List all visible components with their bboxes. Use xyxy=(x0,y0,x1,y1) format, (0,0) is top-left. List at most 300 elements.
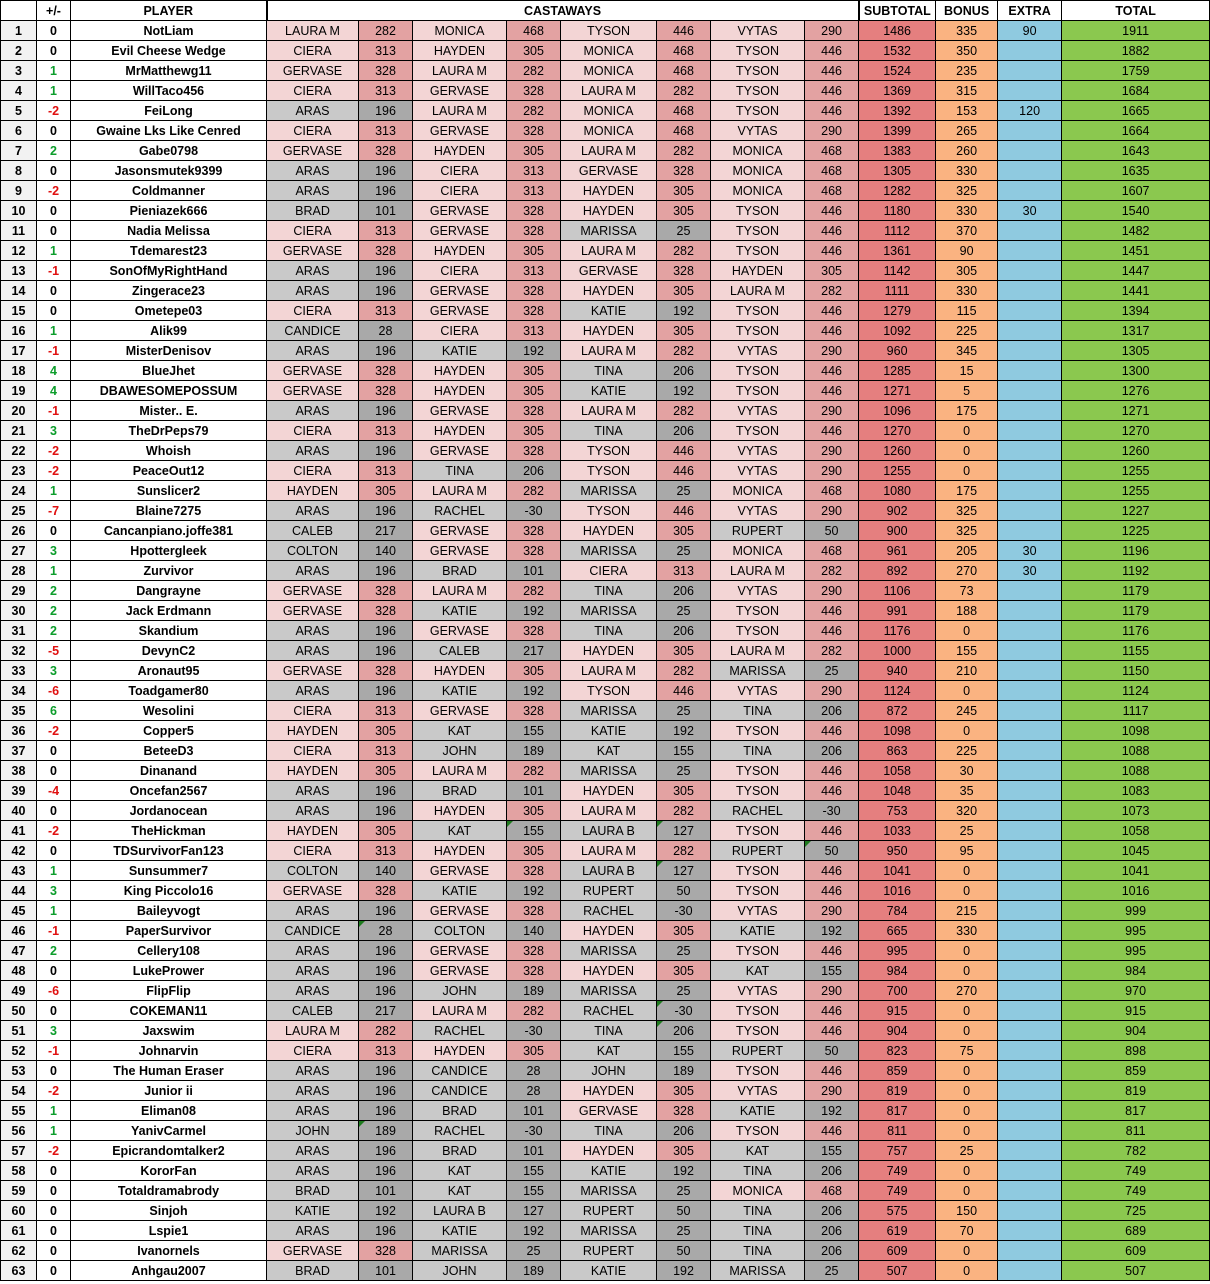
castaway-score: 101 xyxy=(507,561,561,581)
castaway-score: 189 xyxy=(657,1061,711,1081)
castaway-name: ARAS xyxy=(267,961,359,981)
castaway-score: 328 xyxy=(507,201,561,221)
extra-cell xyxy=(998,741,1062,761)
castaway-name: TYSON xyxy=(711,381,805,401)
castaway-score: 25 xyxy=(657,541,711,561)
change-cell: 0 xyxy=(37,1201,71,1221)
extra-cell xyxy=(998,981,1062,1001)
player-name: Lspie1 xyxy=(71,1221,267,1241)
change-cell: 0 xyxy=(37,21,71,41)
castaway-name: TYSON xyxy=(711,621,805,641)
castaway-score: 25 xyxy=(657,1221,711,1241)
castaway-score: 290 xyxy=(805,121,859,141)
castaway-score: 446 xyxy=(805,201,859,221)
castaway-name: GERVASE xyxy=(413,961,507,981)
castaway-name: KATIE xyxy=(561,301,657,321)
table-row xyxy=(1,1161,1210,1181)
subtotal-cell: 1041 xyxy=(859,861,936,881)
castaway-name: MONICA xyxy=(711,541,805,561)
bonus-cell: 225 xyxy=(936,741,998,761)
extra-cell xyxy=(998,1221,1062,1241)
rank-header xyxy=(1,1,37,21)
castaway-name: CIERA xyxy=(413,161,507,181)
extra-cell: 30 xyxy=(998,201,1062,221)
player-name: Hpottergleek xyxy=(71,541,267,561)
castaway-name: TINA xyxy=(711,1201,805,1221)
subtotal-cell: 960 xyxy=(859,341,936,361)
player-name: MrMatthewg11 xyxy=(71,61,267,81)
player-name: King Piccolo16 xyxy=(71,881,267,901)
total-cell: 1441 xyxy=(1062,281,1210,301)
castaway-score: 155 xyxy=(507,1161,561,1181)
castaway-score: -30 xyxy=(805,801,859,821)
subtotal-cell: 784 xyxy=(859,901,936,921)
castaway-name: CIERA xyxy=(267,81,359,101)
extra-cell xyxy=(998,481,1062,501)
castaway-score: 196 xyxy=(359,801,413,821)
change-cell: 0 xyxy=(37,1001,71,1021)
castaway-name: CIERA xyxy=(267,741,359,761)
castaway-name: CANDICE xyxy=(413,1061,507,1081)
castaway-score: 282 xyxy=(805,281,859,301)
castaway-name: ARAS xyxy=(267,621,359,641)
change-cell: -2 xyxy=(37,1081,71,1101)
table-row xyxy=(1,441,1210,461)
bonus-cell: 325 xyxy=(936,181,998,201)
player-name: Blaine7275 xyxy=(71,501,267,521)
extra-cell xyxy=(998,961,1062,981)
extra-cell xyxy=(998,581,1062,601)
change-cell: -1 xyxy=(37,401,71,421)
subtotal-cell: 1180 xyxy=(859,201,936,221)
castaway-name: ARAS xyxy=(267,801,359,821)
player-name: Zurvivor xyxy=(71,561,267,581)
total-cell: 1482 xyxy=(1062,221,1210,241)
bonus-cell: 0 xyxy=(936,621,998,641)
bonus-cell: 153 xyxy=(936,101,998,121)
total-cell: 995 xyxy=(1062,921,1210,941)
total-cell: 817 xyxy=(1062,1101,1210,1121)
castaway-name: CIERA xyxy=(267,41,359,61)
castaway-name: LAURA M xyxy=(711,281,805,301)
castaway-score: 282 xyxy=(507,581,561,601)
castaway-name: MARISSA xyxy=(561,761,657,781)
castaway-score: 192 xyxy=(805,921,859,941)
total-cell: 1664 xyxy=(1062,121,1210,141)
player-name: Toadgamer80 xyxy=(71,681,267,701)
extra-cell xyxy=(998,1181,1062,1201)
castaway-score: 468 xyxy=(657,61,711,81)
castaway-name: KATIE xyxy=(711,921,805,941)
castaway-score: 328 xyxy=(507,281,561,301)
castaway-name: ARAS xyxy=(267,561,359,581)
rank-cell: 20 xyxy=(1,401,37,421)
extra-cell xyxy=(998,661,1062,681)
change-cell: 1 xyxy=(37,61,71,81)
extra-cell xyxy=(998,1121,1062,1141)
rank-cell: 36 xyxy=(1,721,37,741)
bonus-cell: 175 xyxy=(936,481,998,501)
castaway-name: GERVASE xyxy=(413,121,507,141)
rank-cell: 39 xyxy=(1,781,37,801)
castaway-name: MARISSA xyxy=(711,1261,805,1281)
castaway-name: MARISSA xyxy=(711,661,805,681)
total-cell: 1643 xyxy=(1062,141,1210,161)
subtotal-cell: 1270 xyxy=(859,421,936,441)
castaway-name: KATIE xyxy=(711,1101,805,1121)
castaway-name: GERVASE xyxy=(267,381,359,401)
castaway-name: TYSON xyxy=(711,1061,805,1081)
castaway-score: 468 xyxy=(805,181,859,201)
castaway-score: 282 xyxy=(359,21,413,41)
table-row xyxy=(1,181,1210,201)
castaway-score: 305 xyxy=(507,801,561,821)
castaway-name: GERVASE xyxy=(267,141,359,161)
castaway-name: MARISSA xyxy=(561,1181,657,1201)
castaway-name: MONICA xyxy=(711,1181,805,1201)
castaway-name: GERVASE xyxy=(413,541,507,561)
rank-cell: 14 xyxy=(1,281,37,301)
castaway-score: 196 xyxy=(359,341,413,361)
castaway-name: GERVASE xyxy=(267,241,359,261)
castaway-name: KAT xyxy=(711,1141,805,1161)
castaway-name: CALEB xyxy=(267,521,359,541)
change-cell: 1 xyxy=(37,861,71,881)
total-cell: 1255 xyxy=(1062,481,1210,501)
castaway-name: RUPERT xyxy=(711,1041,805,1061)
player-name: Sunslicer2 xyxy=(71,481,267,501)
extra-header: EXTRA xyxy=(998,1,1062,21)
table-row xyxy=(1,541,1210,561)
castaway-name: GERVASE xyxy=(413,521,507,541)
bonus-cell: 0 xyxy=(936,721,998,741)
castaway-name: LAURA M xyxy=(267,1021,359,1041)
castaway-name: GERVASE xyxy=(413,861,507,881)
bonus-cell: 330 xyxy=(936,161,998,181)
bonus-cell: 325 xyxy=(936,521,998,541)
rank-cell: 25 xyxy=(1,501,37,521)
castaway-score: 468 xyxy=(657,41,711,61)
rank-cell: 60 xyxy=(1,1201,37,1221)
change-cell: -4 xyxy=(37,781,71,801)
rank-cell: 42 xyxy=(1,841,37,861)
castaway-score: 446 xyxy=(805,941,859,961)
castaway-score: 189 xyxy=(507,981,561,1001)
player-name: Jasonsmutek9399 xyxy=(71,161,267,181)
table-row xyxy=(1,561,1210,581)
subtotal-cell: 984 xyxy=(859,961,936,981)
castaway-score: 313 xyxy=(359,701,413,721)
castaway-name: TYSON xyxy=(561,441,657,461)
bonus-cell: 25 xyxy=(936,1141,998,1161)
castaway-name: HAYDEN xyxy=(413,361,507,381)
bonus-cell: 175 xyxy=(936,401,998,421)
castaway-score: 468 xyxy=(805,141,859,161)
castaway-name: TINA xyxy=(711,1161,805,1181)
castaway-score: 101 xyxy=(359,1261,413,1281)
rank-cell: 57 xyxy=(1,1141,37,1161)
bonus-cell: 260 xyxy=(936,141,998,161)
castaway-score: 328 xyxy=(507,521,561,541)
total-cell: 1088 xyxy=(1062,761,1210,781)
castaway-score: 25 xyxy=(657,481,711,501)
castaway-score: 313 xyxy=(657,561,711,581)
castaway-score: 305 xyxy=(507,841,561,861)
castaway-score: 196 xyxy=(359,101,413,121)
table-row xyxy=(1,461,1210,481)
extra-cell: 30 xyxy=(998,561,1062,581)
extra-cell xyxy=(998,921,1062,941)
castaway-score: 328 xyxy=(657,161,711,181)
castaway-name: HAYDEN xyxy=(267,481,359,501)
castaway-score: 290 xyxy=(805,901,859,921)
castaway-name: TINA xyxy=(711,701,805,721)
castaway-score: 127 xyxy=(657,861,711,881)
player-name: MisterDenisov xyxy=(71,341,267,361)
extra-cell xyxy=(998,801,1062,821)
rank-cell: 21 xyxy=(1,421,37,441)
subtotal-cell: 700 xyxy=(859,981,936,1001)
castaway-name: TYSON xyxy=(711,321,805,341)
castaway-name: MARISSA xyxy=(561,941,657,961)
castaway-name: HAYDEN xyxy=(413,421,507,441)
castaway-score: 282 xyxy=(359,1021,413,1041)
castaway-name: TYSON xyxy=(711,421,805,441)
castaway-score: 196 xyxy=(359,401,413,421)
bonus-cell: 0 xyxy=(936,961,998,981)
castaway-name: ARAS xyxy=(267,1101,359,1121)
player-name: Totaldramabrody xyxy=(71,1181,267,1201)
castaway-name: BRAD xyxy=(267,1261,359,1281)
subtotal-cell: 811 xyxy=(859,1121,936,1141)
extra-cell xyxy=(998,1261,1062,1281)
table-row xyxy=(1,821,1210,841)
rank-cell: 51 xyxy=(1,1021,37,1041)
total-cell: 1083 xyxy=(1062,781,1210,801)
castaway-name: GERVASE xyxy=(267,601,359,621)
castaway-score: 25 xyxy=(657,1181,711,1201)
castaway-score: 196 xyxy=(359,781,413,801)
table-row xyxy=(1,121,1210,141)
rank-cell: 11 xyxy=(1,221,37,241)
change-cell: 0 xyxy=(37,961,71,981)
player-name: Wesolini xyxy=(71,701,267,721)
subtotal-cell: 823 xyxy=(859,1041,936,1061)
castaway-score: 328 xyxy=(359,601,413,621)
header-row xyxy=(1,1,1210,21)
player-name: Coldmanner xyxy=(71,181,267,201)
castaway-score: 468 xyxy=(805,1181,859,1201)
castaway-score: -30 xyxy=(657,901,711,921)
subtotal-cell: 819 xyxy=(859,1081,936,1101)
castaway-score: 328 xyxy=(507,301,561,321)
change-cell: 0 xyxy=(37,121,71,141)
subtotal-cell: 1524 xyxy=(859,61,936,81)
subtotal-cell: 1279 xyxy=(859,301,936,321)
castaway-name: MONICA xyxy=(711,141,805,161)
change-cell: -2 xyxy=(37,821,71,841)
castaway-name: TINA xyxy=(561,1021,657,1041)
change-cell: 2 xyxy=(37,621,71,641)
rank-cell: 18 xyxy=(1,361,37,381)
rank-cell: 1 xyxy=(1,21,37,41)
castaway-name: KAT xyxy=(561,741,657,761)
table-row xyxy=(1,861,1210,881)
extra-cell: 90 xyxy=(998,21,1062,41)
bonus-cell: 0 xyxy=(936,881,998,901)
castaway-score: 468 xyxy=(657,101,711,121)
table-row xyxy=(1,341,1210,361)
castaway-score: 196 xyxy=(359,261,413,281)
castaway-name: TYSON xyxy=(711,61,805,81)
castaway-score: 328 xyxy=(507,961,561,981)
total-cell: 1073 xyxy=(1062,801,1210,821)
total-cell: 1271 xyxy=(1062,401,1210,421)
change-cell: 3 xyxy=(37,881,71,901)
subtotal-cell: 995 xyxy=(859,941,936,961)
castaway-name: VYTAS xyxy=(711,901,805,921)
castaway-score: 328 xyxy=(359,381,413,401)
total-cell: 1882 xyxy=(1062,41,1210,61)
total-cell: 1300 xyxy=(1062,361,1210,381)
castaway-name: GERVASE xyxy=(413,441,507,461)
change-cell: 0 xyxy=(37,201,71,221)
player-name: Dangrayne xyxy=(71,581,267,601)
rank-cell: 6 xyxy=(1,121,37,141)
castaway-name: JOHN xyxy=(561,1061,657,1081)
subtotal-cell: 1282 xyxy=(859,181,936,201)
castaway-score: 446 xyxy=(805,421,859,441)
castaway-name: ARAS xyxy=(267,981,359,1001)
subtotal-cell: 900 xyxy=(859,521,936,541)
castaway-name: KATIE xyxy=(413,681,507,701)
castaway-score: 192 xyxy=(507,341,561,361)
bonus-cell: 70 xyxy=(936,1221,998,1241)
castaway-name: KAT xyxy=(413,821,507,841)
castaway-name: VYTAS xyxy=(711,681,805,701)
castaway-score: 140 xyxy=(507,921,561,941)
castaway-score: 196 xyxy=(359,1101,413,1121)
change-cell: -1 xyxy=(37,261,71,281)
change-cell: 3 xyxy=(37,541,71,561)
bonus-cell: 25 xyxy=(936,821,998,841)
subtotal-cell: 1392 xyxy=(859,101,936,121)
castaway-name: CIERA xyxy=(267,301,359,321)
total-cell: 984 xyxy=(1062,961,1210,981)
change-cell: -2 xyxy=(37,1141,71,1161)
rank-cell: 44 xyxy=(1,881,37,901)
castaway-name: ARAS xyxy=(267,641,359,661)
castaway-name: CIERA xyxy=(267,461,359,481)
castaway-name: GERVASE xyxy=(413,81,507,101)
player-name: Oncefan2567 xyxy=(71,781,267,801)
bonus-cell: 0 xyxy=(936,681,998,701)
castaway-score: 50 xyxy=(805,1041,859,1061)
castaway-name: TYSON xyxy=(711,721,805,741)
subtotal-cell: 609 xyxy=(859,1241,936,1261)
castaway-score: 305 xyxy=(657,1141,711,1161)
castaway-name: HAYDEN xyxy=(561,781,657,801)
castaway-name: KAT xyxy=(413,1181,507,1201)
extra-cell xyxy=(998,241,1062,261)
rank-cell: 13 xyxy=(1,261,37,281)
castaway-name: RUPERT xyxy=(561,881,657,901)
total-cell: 1451 xyxy=(1062,241,1210,261)
castaway-score: 313 xyxy=(359,41,413,61)
castaway-name: VYTAS xyxy=(711,501,805,521)
castaway-name: RUPERT xyxy=(561,1241,657,1261)
rank-cell: 37 xyxy=(1,741,37,761)
castaway-score: 305 xyxy=(657,521,711,541)
table-row xyxy=(1,801,1210,821)
castaway-name: TYSON xyxy=(561,461,657,481)
bonus-cell: 0 xyxy=(936,1261,998,1281)
castaway-name: TYSON xyxy=(711,781,805,801)
subtotal-cell: 1486 xyxy=(859,21,936,41)
extra-cell xyxy=(998,221,1062,241)
castaway-name: TYSON xyxy=(711,881,805,901)
subtotal-cell: 1080 xyxy=(859,481,936,501)
change-cell: -1 xyxy=(37,341,71,361)
castaway-name: LAURA M xyxy=(561,81,657,101)
total-cell: 898 xyxy=(1062,1041,1210,1061)
player-name: BlueJhet xyxy=(71,361,267,381)
castaway-score: 446 xyxy=(657,441,711,461)
change-cell: 0 xyxy=(37,301,71,321)
bonus-cell: 15 xyxy=(936,361,998,381)
castaway-name: KATIE xyxy=(561,1261,657,1281)
table-row xyxy=(1,81,1210,101)
castaway-score: 206 xyxy=(657,581,711,601)
castaway-name: MONICA xyxy=(413,21,507,41)
total-cell: 999 xyxy=(1062,901,1210,921)
bonus-cell: 0 xyxy=(936,1241,998,1261)
total-cell: 811 xyxy=(1062,1121,1210,1141)
castaways-header: CASTAWAYS xyxy=(267,1,859,21)
castaway-name: TYSON xyxy=(711,821,805,841)
castaway-score: 446 xyxy=(805,241,859,261)
castaway-score: 196 xyxy=(359,1161,413,1181)
rank-cell: 48 xyxy=(1,961,37,981)
castaway-score: 282 xyxy=(657,241,711,261)
extra-cell: 30 xyxy=(998,541,1062,561)
castaway-score: 196 xyxy=(359,441,413,461)
table-row xyxy=(1,1081,1210,1101)
subtotal-cell: 1361 xyxy=(859,241,936,261)
rank-cell: 63 xyxy=(1,1261,37,1281)
castaway-score: 290 xyxy=(805,981,859,1001)
change-cell: 6 xyxy=(37,701,71,721)
castaway-score: 101 xyxy=(359,1181,413,1201)
extra-cell xyxy=(998,181,1062,201)
change-cell: 2 xyxy=(37,581,71,601)
total-cell: 1124 xyxy=(1062,681,1210,701)
subtotal-cell: 1142 xyxy=(859,261,936,281)
bonus-cell: 75 xyxy=(936,1041,998,1061)
castaway-name: CIERA xyxy=(267,121,359,141)
subtotal-cell: 1305 xyxy=(859,161,936,181)
castaway-name: ARAS xyxy=(267,441,359,461)
castaway-score: 196 xyxy=(359,1221,413,1241)
player-name: TheDrPeps79 xyxy=(71,421,267,441)
player-name: Whoish xyxy=(71,441,267,461)
extra-cell xyxy=(998,721,1062,741)
subtotal-cell: 1112 xyxy=(859,221,936,241)
table-row xyxy=(1,1201,1210,1221)
total-cell: 1276 xyxy=(1062,381,1210,401)
castaway-name: GERVASE xyxy=(413,621,507,641)
subtotal-cell: 1048 xyxy=(859,781,936,801)
